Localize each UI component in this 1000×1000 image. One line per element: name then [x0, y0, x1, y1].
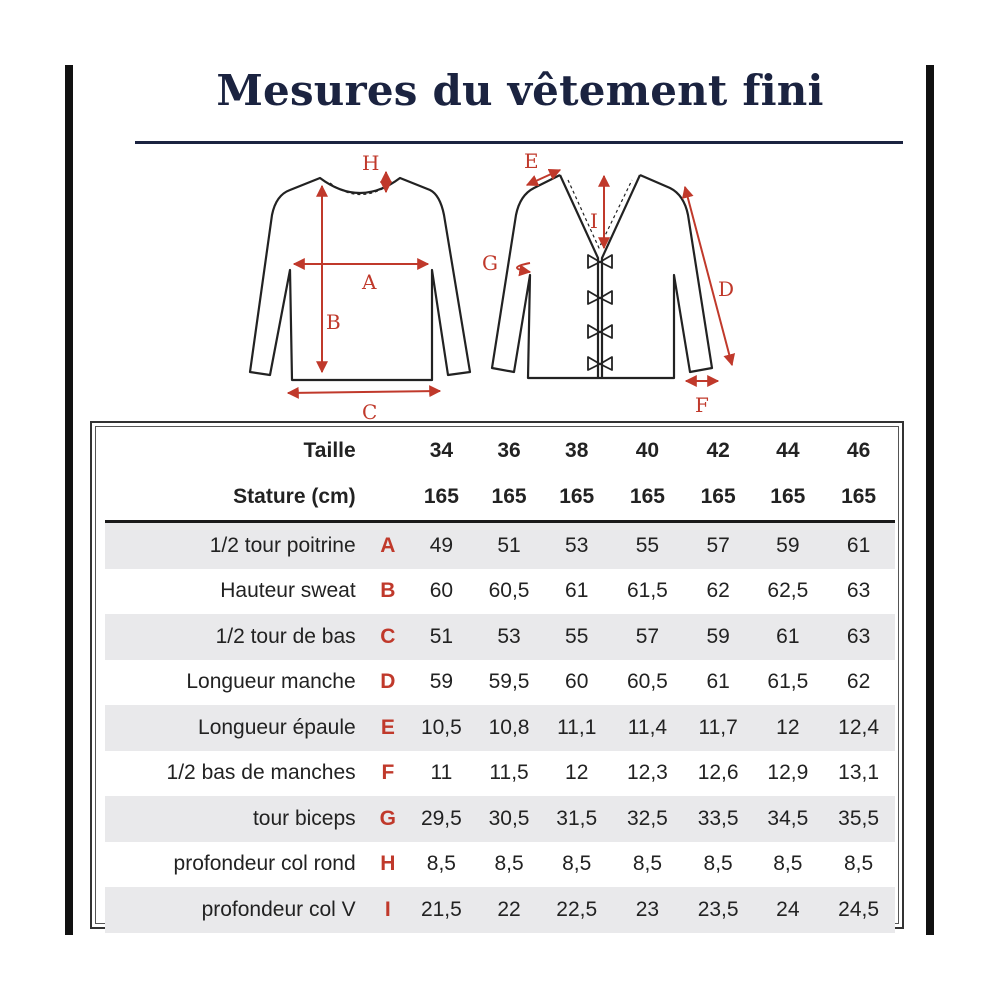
measurement-value: 34,5	[753, 796, 822, 842]
measurement-value: 11,7	[683, 705, 754, 751]
size-cell: 36	[497, 439, 521, 462]
measurement-value: 13,1	[838, 761, 880, 785]
measurement-value: 51	[477, 522, 542, 569]
measurement-value: 12	[753, 705, 822, 751]
measurement-value: 55	[612, 522, 683, 569]
stature-label: Stature (cm)	[105, 474, 370, 522]
measurement-value: 62,5	[767, 579, 809, 603]
table-row	[105, 751, 895, 797]
size-cell: 42	[706, 439, 730, 462]
size-cell: 34	[429, 439, 454, 462]
size-cell: 44	[776, 439, 800, 462]
measurement-value: 33,5	[683, 796, 754, 842]
measurement-value: 10,5	[406, 705, 477, 751]
right-border-bar	[926, 65, 934, 935]
measurement-value: 32,5	[612, 796, 683, 842]
measurement-name: Longueur manche	[186, 670, 356, 694]
measurement-value: 60,5	[488, 579, 530, 603]
measurement-letter: D	[380, 670, 396, 694]
measurement-value: 12,3	[626, 761, 668, 785]
measurement-letter: I	[370, 887, 406, 933]
measurement-value: 62	[706, 579, 730, 603]
size-header-row	[105, 428, 895, 474]
label-a: A	[362, 270, 377, 294]
measurement-value: 61,5	[767, 670, 809, 694]
measurement-value: 8,5	[494, 852, 524, 876]
measurement-value: 61	[565, 579, 589, 603]
size-cell: 46	[846, 439, 871, 462]
measurement-value: 8,5	[426, 852, 456, 876]
size-label: Taille	[303, 439, 356, 462]
table-row	[105, 660, 895, 706]
measurement-value: 12,4	[822, 705, 895, 751]
measurement-value: 60	[429, 579, 454, 603]
measurement-letter: F	[381, 761, 395, 785]
table-row	[105, 887, 895, 933]
size-cell: 38	[565, 439, 589, 462]
measurement-value: 8,5	[843, 852, 874, 876]
measurement-value: 11	[430, 761, 453, 785]
measurement-value: 55	[541, 614, 612, 660]
size-cell: 40	[635, 439, 660, 462]
measurement-value: 31,5	[541, 796, 612, 842]
measurement-letter: B	[380, 579, 396, 603]
garment-diagram	[230, 145, 750, 420]
measurement-letter: H	[380, 852, 396, 876]
measurement-value: 57	[683, 522, 754, 569]
stature-header-row	[105, 474, 895, 522]
measurement-letter: E	[370, 705, 406, 751]
measurement-value: 12	[565, 761, 589, 785]
measurement-value: 23	[612, 887, 683, 933]
left-border-bar	[65, 65, 73, 935]
measurement-letter: G	[370, 796, 406, 842]
measurement-value: 8,5	[562, 852, 592, 876]
round-neck-sweater	[250, 178, 470, 380]
measurement-name: Hauteur sweat	[220, 579, 356, 603]
measurement-value: 53	[477, 614, 542, 660]
measurement-value: 21,5	[406, 887, 477, 933]
stature-cell: 165	[753, 474, 822, 522]
stature-cell: 165	[612, 474, 683, 522]
measurement-value: 60	[565, 670, 589, 694]
measurement-name: 1/2 tour poitrine	[105, 522, 370, 569]
measurement-value: 11,1	[541, 705, 612, 751]
stature-cell: 165	[541, 474, 612, 522]
measurement-value: 8,5	[632, 852, 663, 876]
measurement-value: 60,5	[626, 670, 668, 694]
measurement-value: 24,5	[822, 887, 895, 933]
measurement-value: 11,4	[612, 705, 683, 751]
measurement-value: 23,5	[683, 887, 754, 933]
measurement-name: 1/2 bas de manches	[166, 761, 356, 785]
table-row	[105, 569, 895, 615]
label-c: C	[362, 400, 378, 420]
measurement-value: 8,5	[773, 852, 803, 876]
measurement-value: 59,5	[488, 670, 530, 694]
label-h: H	[362, 151, 380, 175]
label-i: I	[590, 209, 598, 233]
measurement-value: 24	[753, 887, 822, 933]
measurement-name: profondeur col V	[105, 887, 370, 933]
measurements-table	[105, 428, 895, 933]
stature-cell: 165	[822, 474, 895, 522]
measurement-name: tour biceps	[105, 796, 370, 842]
table-row	[105, 522, 895, 569]
measurement-value: 61	[706, 670, 730, 694]
table-row	[105, 614, 895, 660]
measurement-value: 59	[753, 522, 822, 569]
v-neck-cardigan	[492, 175, 712, 378]
measurement-name: 1/2 tour de bas	[105, 614, 370, 660]
measurement-value: 62	[846, 670, 871, 694]
measurement-value: 22	[477, 887, 542, 933]
measurement-value: 11,5	[489, 761, 529, 785]
label-b: B	[326, 310, 341, 334]
measurement-value: 49	[406, 522, 477, 569]
toggle-fastenings	[588, 255, 612, 370]
measurement-value: 12,6	[697, 761, 739, 785]
measurement-value: 63	[846, 579, 871, 603]
measurement-value: 59	[429, 670, 454, 694]
measurement-value: 35,5	[822, 796, 895, 842]
measurement-value: 63	[822, 614, 895, 660]
page-title: Mesures du vêtement fini	[216, 66, 824, 115]
measurement-value: 59	[683, 614, 754, 660]
measurement-value: 30,5	[477, 796, 542, 842]
measurement-name: profondeur col rond	[173, 852, 356, 876]
measurement-value: 61	[822, 522, 895, 569]
title-underline	[135, 141, 903, 144]
stature-cell: 165	[477, 474, 542, 522]
measurement-arrows	[288, 170, 735, 393]
measurement-letter: C	[370, 614, 406, 660]
measurement-value: 51	[406, 614, 477, 660]
measurement-value: 22,5	[541, 887, 612, 933]
table-row	[105, 796, 895, 842]
label-g: G	[482, 251, 498, 275]
measurement-value: 8,5	[703, 852, 733, 876]
measurement-value: 10,8	[477, 705, 542, 751]
measurement-letter: A	[370, 522, 406, 569]
stature-cell: 165	[406, 474, 477, 522]
measurement-name: Longueur épaule	[105, 705, 370, 751]
measurement-value: 61	[753, 614, 822, 660]
measurement-value: 53	[541, 522, 612, 569]
table-row	[105, 705, 895, 751]
measurement-value: 12,9	[767, 761, 809, 785]
measurement-value: 61,5	[626, 579, 668, 603]
table-row	[105, 842, 895, 888]
label-e: E	[524, 149, 539, 173]
measurement-value: 57	[612, 614, 683, 660]
label-d: D	[718, 277, 735, 301]
measurement-value: 29,5	[406, 796, 477, 842]
stature-cell: 165	[683, 474, 754, 522]
label-f: F	[695, 393, 709, 417]
